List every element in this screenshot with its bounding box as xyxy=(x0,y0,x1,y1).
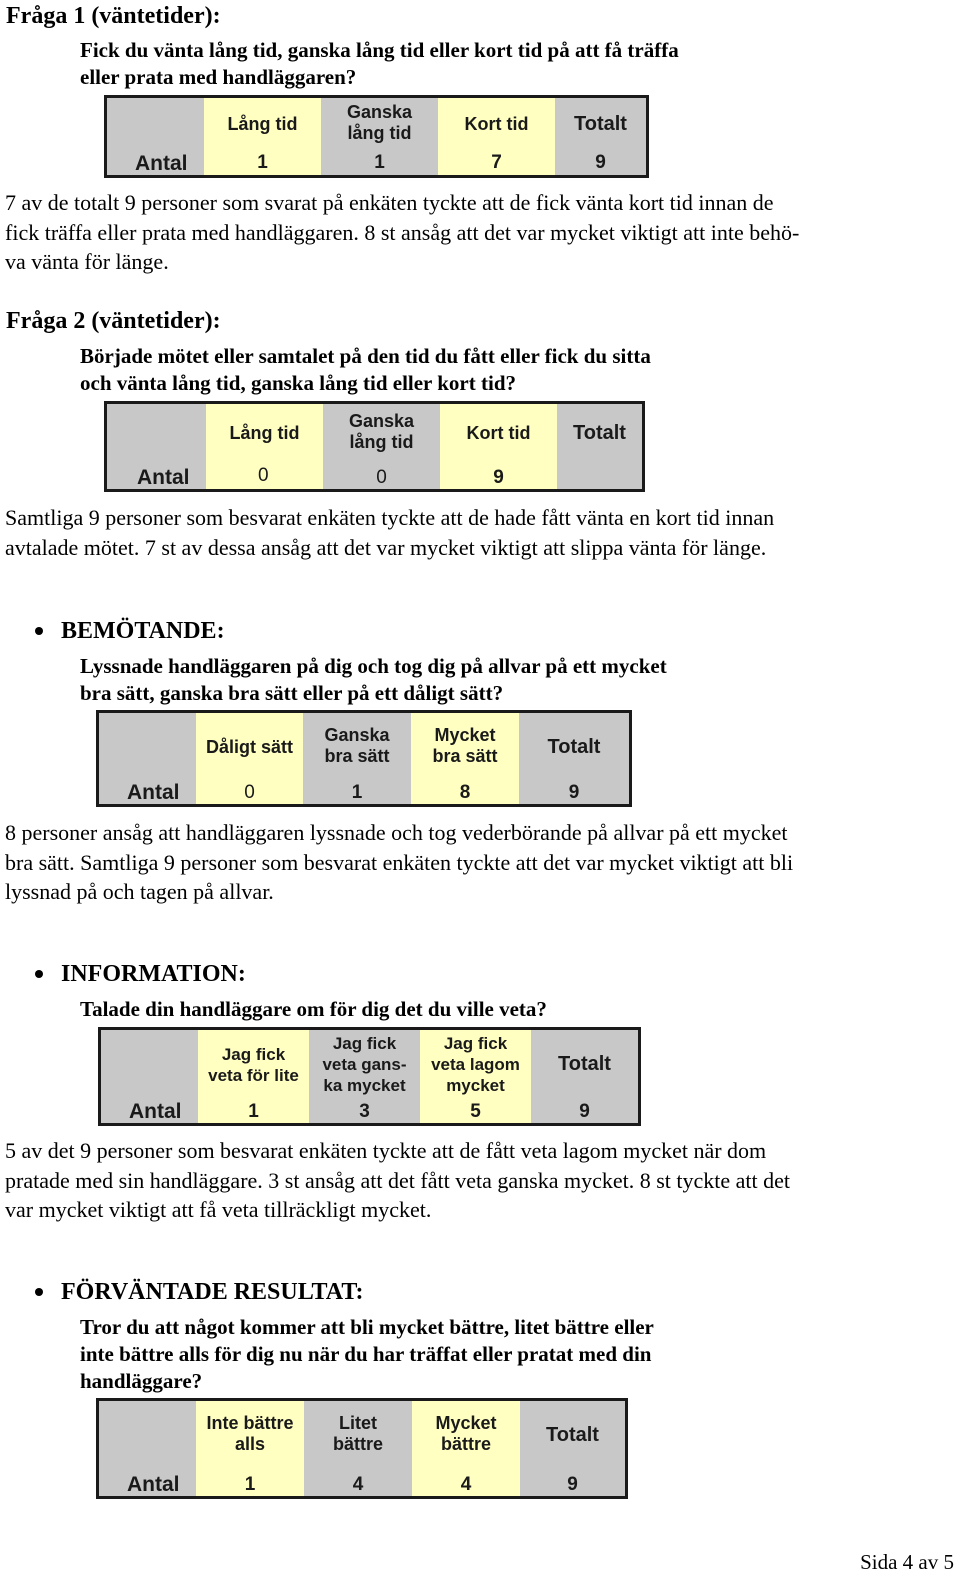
column-header: Inte bättre alls xyxy=(206,1413,294,1454)
results-table-q5 xyxy=(96,1398,628,1499)
column-header: Kort tid xyxy=(464,114,529,134)
paragraph-line: 5 av det 9 personer som besvarat enkäten tyckte att de fått veta lagom mycket när dom xyxy=(5,1138,767,1163)
question-line: inte bättre alls för dig nu när du har träffat eller pratat med din xyxy=(80,1342,652,1366)
table-column xyxy=(412,1401,520,1496)
bullet-icon xyxy=(35,627,43,635)
column-header: Jag fick veta för lite xyxy=(208,1045,299,1085)
question-q3 xyxy=(80,653,667,707)
row-label: Antal xyxy=(137,466,190,489)
table-column xyxy=(519,713,629,804)
column-header: Totalt xyxy=(547,736,601,758)
question-line: Började mötet eller samtalet på den tid du fått eller fick du sitta xyxy=(80,344,651,368)
cell-value: 1 xyxy=(351,782,363,803)
table-column xyxy=(411,713,519,804)
cell-value: 3 xyxy=(359,1101,370,1122)
cell-value: 0 xyxy=(244,782,255,803)
question-q5 xyxy=(80,1314,654,1395)
table-column xyxy=(520,1401,625,1496)
column-header: Mycket bra sätt xyxy=(432,725,498,766)
table-column xyxy=(304,1401,412,1496)
question-line: Lyssnade handläggaren på dig och tog dig på allvar på ett mycket xyxy=(80,654,667,678)
column-header: Jag fick veta gans- ka mycket xyxy=(322,1034,407,1095)
results-table-q3 xyxy=(96,710,632,807)
cell-value: 5 xyxy=(470,1101,481,1122)
table-column xyxy=(204,98,321,175)
table-column xyxy=(440,404,557,489)
bullet-icon xyxy=(35,1288,43,1296)
column-header: Lång tid xyxy=(229,423,300,443)
paragraph-line: fick träffa eller prata med handläggaren. 8 st ansåg att det var mycket viktigt att inte behö- xyxy=(5,219,800,245)
question-line: och vänta lång tid, ganska lång tid eller kort tid? xyxy=(80,371,516,395)
cell-value: 9 xyxy=(493,467,504,488)
paragraph-line: pratade med sin handläggare. 3 st ansåg att det fått veta ganska mycket. 8 st tyckte att det xyxy=(5,1167,791,1193)
table-column xyxy=(323,404,440,489)
section-heading-q2: Fråga 2 (väntetider): xyxy=(6,308,221,334)
bullet-icon xyxy=(35,970,43,978)
cell-value: 4 xyxy=(460,1474,472,1495)
cell-value: 7 xyxy=(491,152,502,173)
cell-value: 1 xyxy=(374,152,385,173)
row-label: Antal xyxy=(135,152,188,175)
column-header: Dåligt sätt xyxy=(205,737,293,757)
table-column xyxy=(531,1030,638,1123)
table-column xyxy=(555,98,646,175)
paragraph-line: va vänta för länge. xyxy=(5,249,169,274)
cell-value: 9 xyxy=(579,1101,590,1122)
cell-value: 1 xyxy=(257,152,268,173)
results-table-q4 xyxy=(98,1027,641,1126)
question-line: bra sätt, ganska bra sätt eller på ett dåligt sätt? xyxy=(80,681,504,705)
summary-paragraph-q3 xyxy=(5,818,793,907)
row-label: Antal xyxy=(127,781,180,804)
section-heading-q1: Fråga 1 (väntetider): xyxy=(6,3,221,29)
column-header: Kort tid xyxy=(466,423,531,443)
paragraph-line: 8 personer ansåg att handläggaren lyssnade och tog vederbörande på allvar på ett mycket xyxy=(5,820,788,845)
summary-paragraph-q4 xyxy=(5,1136,790,1225)
column-header: Totalt xyxy=(546,1424,599,1446)
column-header: Totalt xyxy=(574,113,627,135)
paragraph-line: bra sätt. Samtliga 9 personer som besvarat enkäten tyckte att det var mycket viktigt att bli xyxy=(5,849,794,875)
question-q2 xyxy=(80,343,651,397)
paragraph-line: var mycket viktigt att få veta tillräckligt mycket. xyxy=(5,1197,432,1222)
cell-value: 1 xyxy=(248,1101,259,1122)
page-number: Sida 4 av 5 xyxy=(860,1550,954,1574)
summary-paragraph-q1 xyxy=(5,188,799,277)
cell-value: 0 xyxy=(376,467,387,488)
table-column xyxy=(206,404,323,489)
cell-value: 0 xyxy=(258,465,269,486)
column-header: Totalt xyxy=(573,422,626,444)
question-q1 xyxy=(80,37,679,91)
question-line: Tror du att något kommer att bli mycket bättre, litet bättre eller xyxy=(80,1315,654,1339)
table-column xyxy=(321,98,438,175)
cell-value: 9 xyxy=(567,1474,578,1495)
table-column xyxy=(557,404,642,489)
section-heading-q4: INFORMATION: xyxy=(61,961,246,987)
column-header: Ganska lång tid xyxy=(346,102,413,143)
cell-value: 9 xyxy=(568,782,580,803)
table-column xyxy=(303,713,411,804)
summary-paragraph-q2 xyxy=(5,503,774,562)
results-table-q2 xyxy=(104,401,645,492)
table-column xyxy=(196,1401,304,1496)
question-line: handläggare? xyxy=(80,1369,203,1393)
section-heading-q3: BEMÖTANDE: xyxy=(61,618,225,644)
column-header: Jag fick veta lagom mycket xyxy=(431,1034,520,1095)
table-column xyxy=(438,98,555,175)
column-header: Ganska lång tid xyxy=(348,411,415,452)
row-label: Antal xyxy=(127,1473,180,1496)
paragraph-line: lyssnad på och tagen på allvar. xyxy=(5,879,274,904)
table-column xyxy=(198,1030,309,1123)
question-line: Fick du vänta lång tid, ganska lång tid eller kort tid på att få träffa xyxy=(80,38,679,62)
question-line: Talade din handläggare om för dig det du ville veta? xyxy=(80,997,547,1021)
cell-value: 9 xyxy=(595,152,606,173)
column-header: Totalt xyxy=(558,1053,611,1075)
section-heading-q5: FÖRVÄNTADE RESULTAT: xyxy=(61,1279,364,1305)
row-label: Antal xyxy=(129,1100,182,1123)
cell-value: 8 xyxy=(459,782,471,803)
table-column xyxy=(196,713,303,804)
paragraph-line: 7 av de totalt 9 personer som svarat på enkäten tyckte att de fick vänta kort tid innan de xyxy=(5,190,774,215)
question-line: eller prata med handläggaren? xyxy=(80,65,357,89)
question-q4 xyxy=(80,996,547,1023)
paragraph-line: Samtliga 9 personer som besvarat enkäten tyckte att de hade fått vänta en kort tid innan xyxy=(5,505,775,530)
column-header: Litet bättre xyxy=(332,1413,383,1454)
column-header: Mycket bättre xyxy=(435,1413,497,1454)
paragraph-line: avtalade mötet. 7 st av dessa ansåg att det var mycket viktigt att slippa vänta för länge. xyxy=(5,534,767,560)
table-column xyxy=(309,1030,420,1123)
cell-value: 4 xyxy=(352,1474,364,1495)
table-column xyxy=(420,1030,531,1123)
column-header: Ganska bra sätt xyxy=(324,725,390,766)
cell-value: 1 xyxy=(244,1474,256,1495)
column-header: Lång tid xyxy=(227,114,298,134)
results-table-q1 xyxy=(104,95,649,178)
